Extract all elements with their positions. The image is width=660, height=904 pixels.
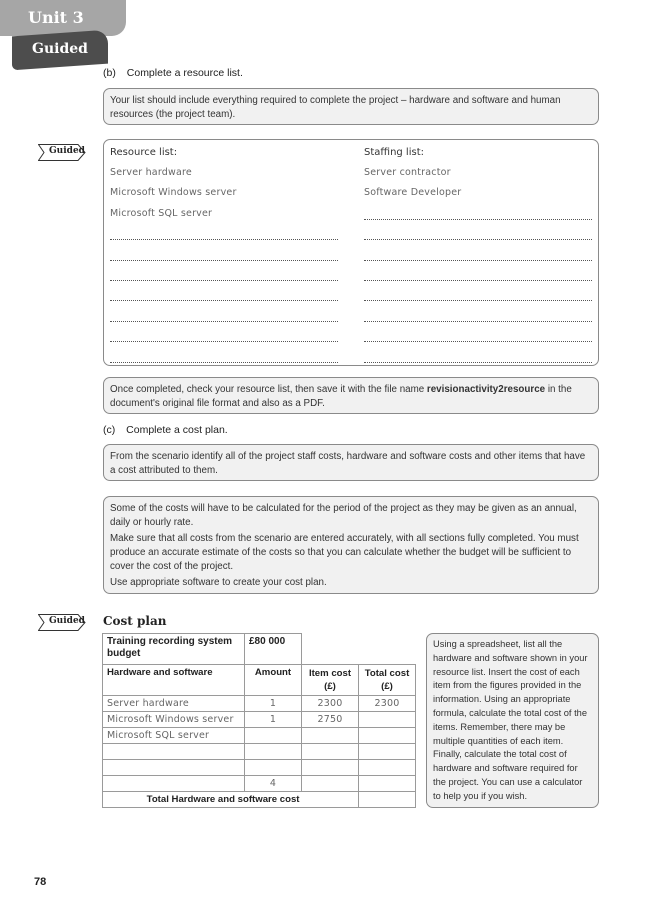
- item-cost-cell[interactable]: [302, 744, 359, 760]
- item-name-cell[interactable]: [103, 760, 245, 776]
- save-note-suffix: in the document's original file format and also as a PDF.: [110, 384, 572, 409]
- table-row: [103, 728, 416, 744]
- total-row: [103, 792, 416, 808]
- guided-flag-label: Guided: [49, 616, 85, 626]
- item-name-cell[interactable]: [103, 744, 245, 760]
- resource-list-blank-line[interactable]: [110, 239, 338, 240]
- staffing-list-blank-line[interactable]: [364, 300, 592, 301]
- item-cost-cell[interactable]: 2750: [302, 712, 359, 728]
- resource-list-item: Microsoft Windows server: [110, 187, 237, 199]
- guided-flag-resources: [38, 144, 86, 161]
- save-note-box: [103, 377, 599, 414]
- amount-cell[interactable]: 1: [245, 712, 302, 728]
- cost-plan-title: Cost plan: [103, 614, 167, 628]
- resource-list-item: Server hardware: [110, 167, 192, 178]
- cost-plan-table: [102, 633, 416, 808]
- item-name-cell[interactable]: Microsoft SQL server: [103, 728, 245, 744]
- save-note-prefix: Once completed, check your resource list, then save it with the file name: [110, 384, 427, 395]
- resource-list-blank-line[interactable]: [110, 280, 338, 281]
- table-row: [103, 760, 416, 776]
- staffing-list-blank-line[interactable]: [364, 362, 592, 363]
- guided-flag-label: Guided: [49, 146, 85, 156]
- table-row: [103, 712, 416, 728]
- side-note-text: Using a spreadsheet, list all the hardware and software shown in your resource list. Insert the cost of each item from the figures provided in the information. Using an appropriate formula, calculate the total cost of the items. Remember, there may be multiple quantities of each item. Finally, calculate the total cost of hardware and software required for the project. You can use a calculator to help you if you wish.: [433, 639, 588, 801]
- part-b-heading: [103, 67, 243, 79]
- table-header-row: [103, 665, 416, 696]
- staffing-list-blank-line[interactable]: [364, 219, 592, 220]
- resource-list-blank-line[interactable]: [110, 260, 338, 261]
- resource-note-text: Your list should include everything required to complete the project – hardware and software and human resources (the project team).: [110, 95, 561, 120]
- total-cost-cell[interactable]: [359, 776, 416, 792]
- cost-note-box: [103, 444, 599, 481]
- cost-guidance-p1: Some of the costs will have to be calculated for the period of the project as they may be given as an annual, daily or hourly rate.: [110, 503, 577, 528]
- resource-list-blank-line[interactable]: [110, 341, 338, 342]
- staffing-list-blank-line[interactable]: [364, 239, 592, 240]
- staffing-list-blank-line[interactable]: [364, 280, 592, 281]
- header-total-cost: Total cost (£): [359, 665, 416, 696]
- budget-label: Training recording system budget: [103, 634, 245, 665]
- amount-cell[interactable]: [245, 760, 302, 776]
- save-note-filename: revisionactivity2resource: [426, 384, 546, 395]
- total-value[interactable]: [359, 792, 416, 808]
- cost-plan-side-note: [426, 633, 599, 808]
- item-name-cell[interactable]: Server hardware: [103, 696, 245, 712]
- resource-list-blank-line[interactable]: [110, 362, 338, 363]
- resource-note-box: [103, 88, 599, 125]
- total-cost-cell[interactable]: [359, 712, 416, 728]
- total-label: Total Hardware and software cost: [103, 792, 302, 808]
- header-item-cost: Item cost (£): [302, 665, 359, 696]
- item-cost-cell[interactable]: 2300: [302, 696, 359, 712]
- guided-tab: [12, 30, 108, 71]
- item-name-cell[interactable]: Microsoft Windows server: [103, 712, 245, 728]
- total-cost-cell[interactable]: [359, 760, 416, 776]
- table-row: [103, 696, 416, 712]
- unit-label: Unit 3: [28, 8, 84, 27]
- resource-list-blank-line[interactable]: [110, 321, 338, 322]
- staffing-list-blank-line[interactable]: [364, 321, 592, 322]
- save-note-text: [110, 383, 592, 411]
- cost-guidance-p3: Use appropriate software to create your cost plan.: [110, 577, 327, 588]
- resource-list-item: Microsoft SQL server: [110, 207, 213, 219]
- resource-list-heading: Resource list:: [110, 147, 178, 158]
- staffing-list-blank-line[interactable]: [364, 341, 592, 342]
- cost-note-text: From the scenario identify all of the project staff costs, hardware and software costs and other items that have a cost attributed to them.: [110, 451, 586, 476]
- cost-guidance-box: [103, 496, 599, 594]
- staffing-list-item: Server contractor: [364, 167, 451, 178]
- amount-cell[interactable]: 4: [245, 776, 302, 792]
- budget-row: [103, 634, 416, 665]
- budget-value: £80 000: [245, 634, 302, 665]
- total-cost-cell[interactable]: [359, 744, 416, 760]
- amount-cell[interactable]: [245, 744, 302, 760]
- staffing-list-heading: Staffing list:: [364, 147, 424, 158]
- header-hardware-software: Hardware and software: [103, 665, 245, 696]
- item-cost-cell[interactable]: [302, 760, 359, 776]
- staffing-list-item: Software Developer: [364, 187, 462, 199]
- part-c-heading: [103, 424, 228, 436]
- item-cost-cell[interactable]: [302, 776, 359, 792]
- item-name-cell[interactable]: [103, 776, 245, 792]
- amount-cell[interactable]: 1: [245, 696, 302, 712]
- guided-flag-cost-plan: [38, 614, 86, 631]
- page-number: 78: [34, 876, 47, 888]
- table-row: [103, 744, 416, 760]
- guided-label: Guided: [32, 41, 88, 58]
- resource-list-box: [103, 139, 599, 366]
- cost-guidance-p2: Make sure that all costs from the scenario are entered accurately, with all sections fully completed. You must produce an accurate estimate of the costs so that you can calculate whether the budget will be sufficient to cover the cost of the project.: [110, 533, 579, 572]
- staffing-list-blank-line[interactable]: [364, 260, 592, 261]
- total-cost-cell[interactable]: 2300: [359, 696, 416, 712]
- unit-tab: [0, 0, 126, 36]
- amount-cell[interactable]: [245, 728, 302, 744]
- table-row: [103, 776, 416, 792]
- header-amount: Amount: [245, 665, 302, 696]
- part-c-label: (c): [103, 424, 116, 436]
- item-cost-cell[interactable]: [302, 728, 359, 744]
- part-b-instruction: Complete a resource list.: [126, 67, 243, 79]
- total-cost-cell[interactable]: [359, 728, 416, 744]
- part-b-label: (b): [103, 67, 116, 79]
- resource-list-blank-line[interactable]: [110, 300, 338, 301]
- part-c-instruction: Complete a cost plan.: [126, 424, 228, 436]
